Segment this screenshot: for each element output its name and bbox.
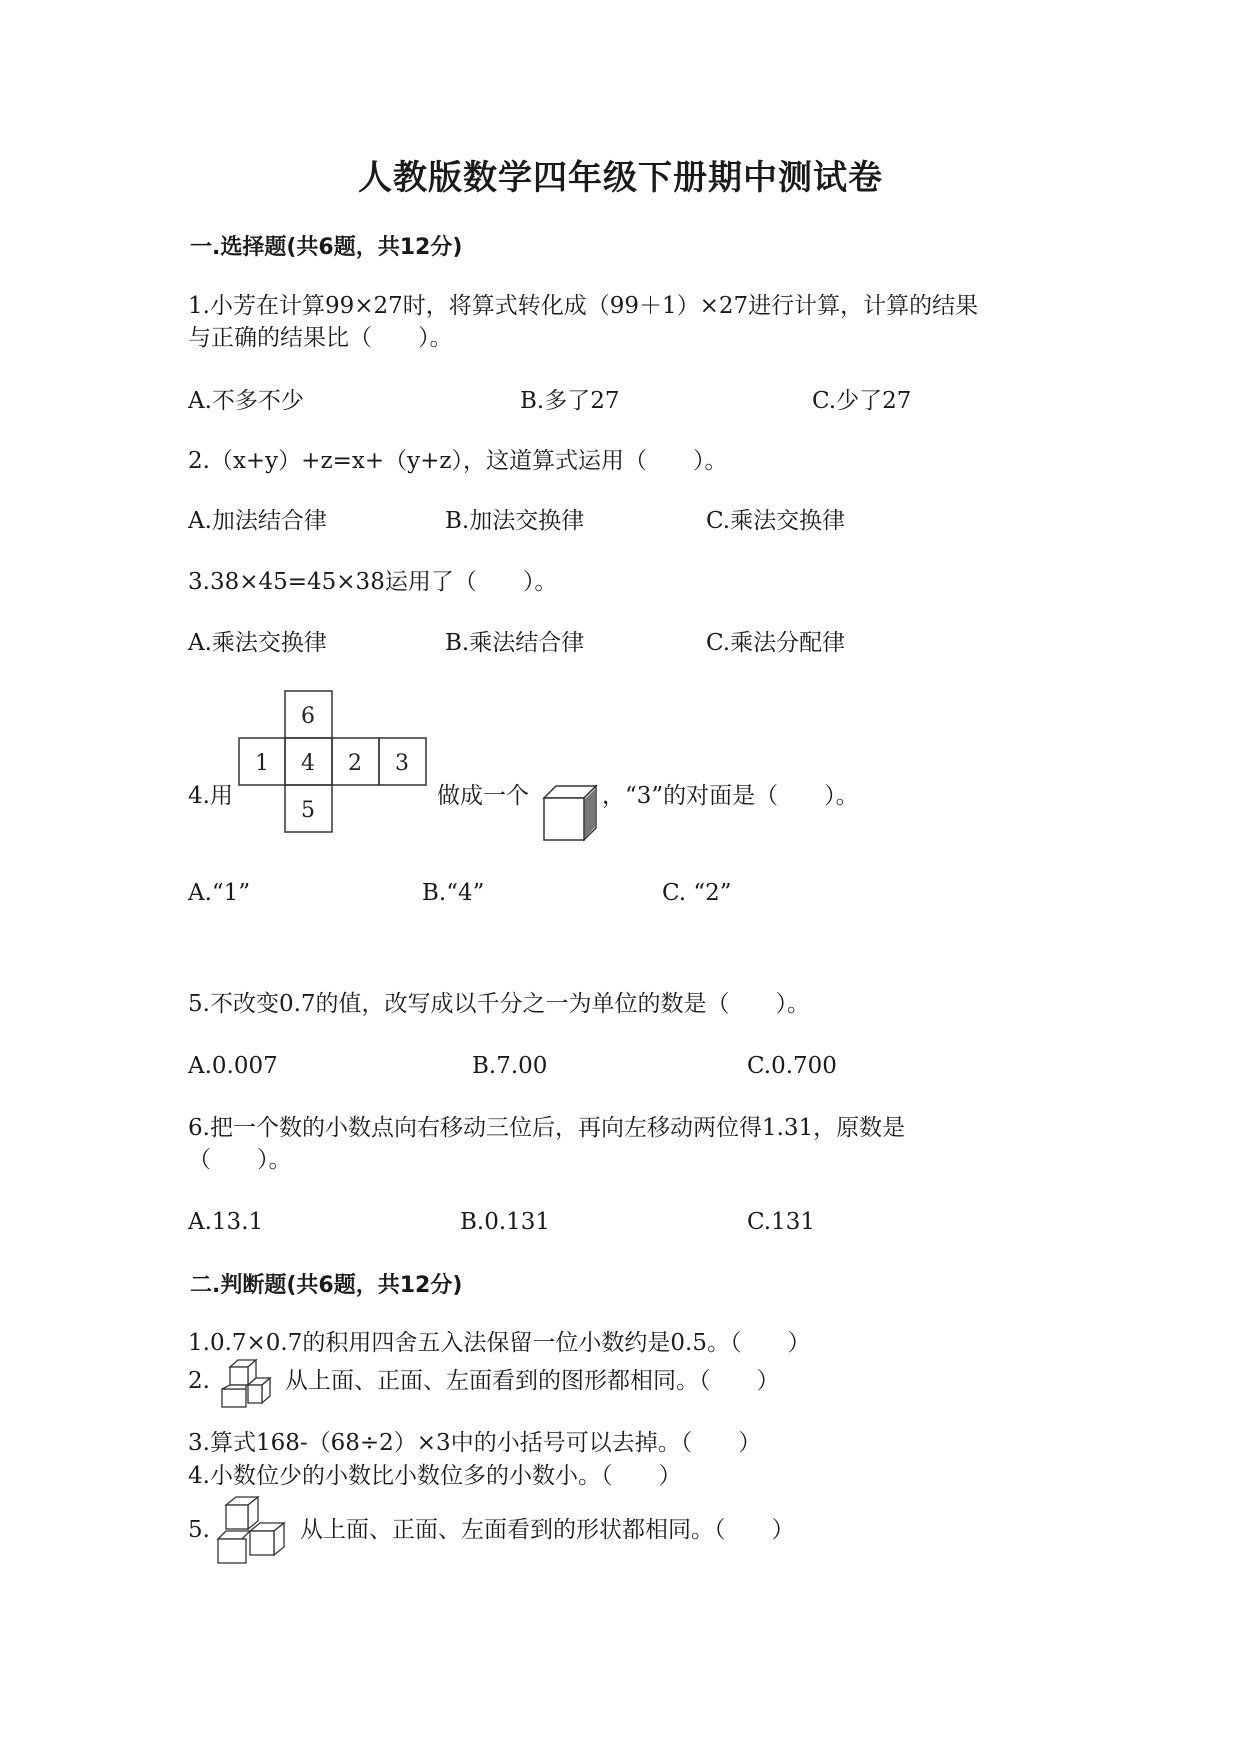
cube-stack-figure-1 bbox=[218, 1358, 276, 1410]
net-label-left: 1 bbox=[255, 751, 269, 776]
question-4-option-c[interactable]: C. “2” bbox=[662, 880, 732, 906]
question-1-option-c[interactable]: C.少了27 bbox=[812, 388, 912, 414]
judge-item-3: 3.算式168-（68÷2）×3中的小括号可以去掉。（ ） bbox=[188, 1430, 762, 1456]
judge-item-5: 从上面、正面、左面看到的形状都相同。（ ） bbox=[300, 1517, 795, 1543]
question-2-option-b[interactable]: B.加法交换律 bbox=[445, 508, 585, 534]
question-2-option-a[interactable]: A.加法结合律 bbox=[188, 508, 327, 534]
question-5-line1: 5.不改变0.7的值，改写成以千分之一为单位的数是（ ）。 bbox=[188, 991, 811, 1017]
question-1-option-b[interactable]: B.多了27 bbox=[520, 388, 620, 414]
cube-net-figure bbox=[238, 690, 428, 835]
judge-item-4: 4.小数位少的小数比小数位多的小数小。（ ） bbox=[188, 1463, 682, 1489]
question-6-option-c[interactable]: C.131 bbox=[747, 1209, 815, 1235]
judge-item-1: 1.0.7×0.7的积用四舍五入法保留一位小数约是0.5。（ ） bbox=[188, 1330, 811, 1356]
question-2-option-c[interactable]: C.乘法交换律 bbox=[706, 508, 846, 534]
net-label-right2: 3 bbox=[395, 751, 409, 776]
cube-stack-figure-2 bbox=[214, 1495, 292, 1565]
question-6-line1: 6.把一个数的小数点向右移动三位后，再向左移动两位得1.31，原数是 bbox=[188, 1115, 906, 1141]
net-label-top: 6 bbox=[301, 704, 315, 729]
question-3-line1: 3.38×45=45×38运用了（ ）。 bbox=[188, 569, 558, 595]
question-6-line2: （ ）。 bbox=[188, 1147, 292, 1173]
question-1-line1: 1.小芳在计算99×27时，将算式转化成（99＋1）×27进行计算，计算的结果 bbox=[188, 293, 979, 319]
question-4-option-b[interactable]: B.“4” bbox=[422, 880, 485, 906]
question-4-prefix: 4.用 bbox=[188, 783, 233, 809]
question-3-option-a[interactable]: A.乘法交换律 bbox=[188, 630, 327, 656]
question-4-middle: 做成一个 bbox=[437, 783, 529, 809]
section-heading-choice: 一.选择题(共6题，共12分) bbox=[190, 235, 463, 260]
judge-item-5-prefix: 5. bbox=[188, 1517, 210, 1543]
judge-item-2-prefix: 2. bbox=[188, 1368, 210, 1394]
question-6-option-b[interactable]: B.0.131 bbox=[460, 1209, 551, 1235]
net-label-bottom: 5 bbox=[301, 798, 315, 823]
net-label-center: 4 bbox=[301, 751, 315, 776]
question-5-option-a[interactable]: A.0.007 bbox=[188, 1053, 278, 1079]
question-5-option-c[interactable]: C.0.700 bbox=[747, 1053, 837, 1079]
net-label-right1: 2 bbox=[348, 751, 362, 776]
question-2-line1: 2.（x+y）+z=x+（y+z），这道算式运用（ ）。 bbox=[188, 448, 728, 474]
question-3-option-b[interactable]: B.乘法结合律 bbox=[445, 630, 585, 656]
question-5-option-b[interactable]: B.7.00 bbox=[472, 1053, 548, 1079]
question-4-option-a[interactable]: A.“1” bbox=[188, 880, 251, 906]
section-heading-judge: 二.判断题(共6题，共12分) bbox=[190, 1273, 463, 1298]
question-1-option-a[interactable]: A.不多不少 bbox=[188, 388, 304, 414]
question-1-line2: 与正确的结果比（ ）。 bbox=[188, 325, 453, 351]
question-3-option-c[interactable]: C.乘法分配律 bbox=[706, 630, 846, 656]
question-6-option-a[interactable]: A.13.1 bbox=[188, 1209, 264, 1235]
cube-figure bbox=[542, 784, 600, 842]
question-4-suffix: ，“3”的对面是（ ）。 bbox=[602, 783, 859, 809]
judge-item-2: 从上面、正面、左面看到的图形都相同。（ ） bbox=[285, 1368, 780, 1394]
page-title: 人教版数学四年级下册期中测试卷 bbox=[358, 158, 883, 198]
